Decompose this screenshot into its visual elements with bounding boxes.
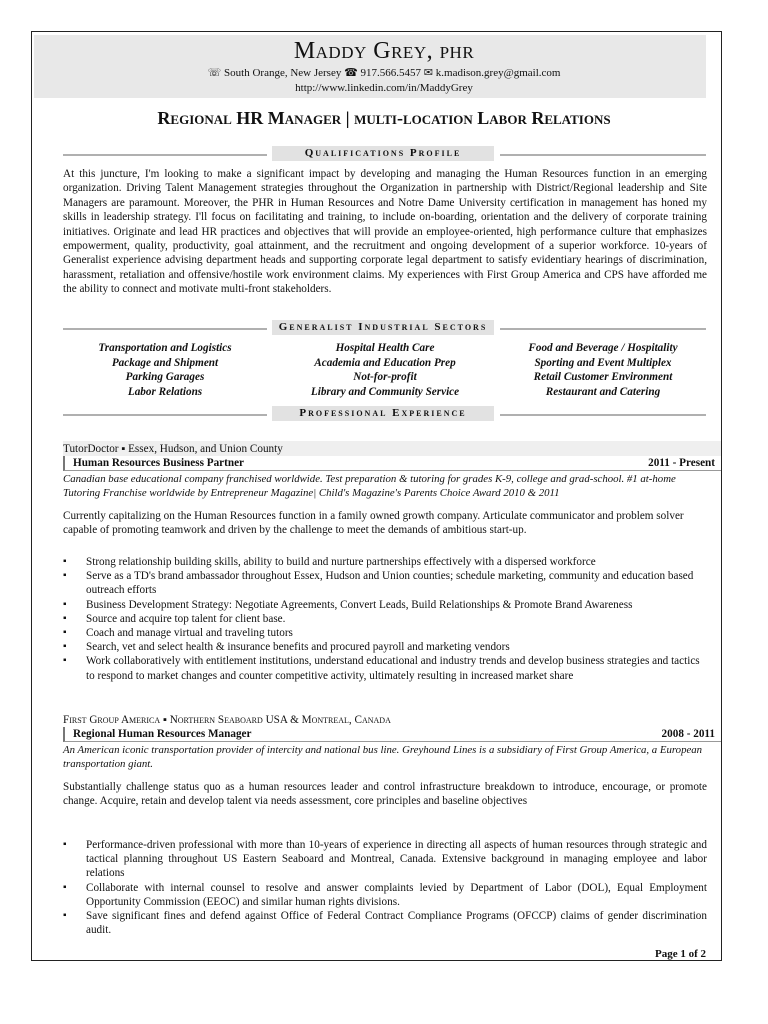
sector-item: Academia and Education Prep (314, 356, 456, 369)
job-title: Regional Human Resources Manager (73, 728, 252, 740)
job-title: Human Resources Business Partner (73, 457, 245, 469)
section-rule-right (500, 154, 706, 156)
list-item: ▪ Strong relationship building skills, ability to build and nurture partnerships effectively with a dispersed workforce (63, 555, 707, 569)
company-description: Canadian base educational company franchised worldwide. Test preparation & tutoring for grades K-9, college and grad-school. #1 at-home Tutoring Franchise worldwide by Entrepreneur Magazine| Child's Magazine's Parents Choice Award 2010 & 2011 (63, 473, 676, 499)
resume-headline: Regional HR Manager | multi-location Labor Relations (157, 108, 611, 128)
profile-paragraph: At this juncture, I'm looking to make a significant impact by developing and managing the Human Resources function in an emerging organization. Driving Talent Management strategies throughout the Organization in partnership with District/Regional leadership and Site Managers are paramount. Moreover, the PHR in Human Resources and Notre Dame University certification in management has honed my skills in leadership strategy. I'll focus on facilitating and training, to include on-boarding, orientation and the delivery of corporate training initiatives. Originate and lead HR practices and objectives that will provide an employee-oriented, high performance culture that emphasizes empowerment, quality, productivity, goal attainment, and the recruitment and ongoing development of a superior workforce. 10-years of Generalist experience advising department heads and supporting corporate legal department to satisfy evidentiary hearings of discrimination, harassment, retaliation and offensive/hostile work environment claims. My experiences with First Group America and CPS have afforded me the ability to connect and motivate multi-front stakeholders. (63, 168, 707, 296)
sector-item: Not-for-profit (353, 371, 417, 383)
section-title-qualifications: Qualifications Profile (272, 146, 494, 161)
list-item: ▪ Serve as a TD's brand ambassador throughout Essex, Hudson and Union counties; schedule marketing, community and education based outreach efforts (63, 569, 707, 597)
sector-item: Restaurant and Catering (545, 385, 661, 398)
section-title-sectors: Generalist Industrial Sectors (272, 320, 494, 335)
company-description: An American iconic transportation provider of intercity and national bus line. Greyhound Lines is a subsidiary of First Group America, a European transportation giant. (63, 744, 703, 770)
section-rule-left (63, 328, 267, 330)
linkedin-link[interactable]: http://www.linkedin.com/in/MaddyGrey (295, 82, 473, 94)
list-item: ▪ Coach and manage virtual and traveling tutors (63, 626, 707, 640)
role-summary: Substantially challenge status quo as a human resources leader and control infrastructure breakdown to introduce, encourage, or promote change. Acquire, retain and develop talent via needs assessment, core principles and baseline objectives (63, 781, 707, 808)
sector-item: Hospital Health Care (335, 342, 435, 354)
sector-item: Parking Garages (125, 371, 205, 383)
sector-item: Retail Customer Environment (533, 371, 673, 383)
sector-item: Food and Beverage / Hospitality (528, 342, 678, 354)
page-number: Page 1 of 2 (654, 948, 706, 960)
sector-item: Sporting and Event Multiplex (534, 356, 672, 369)
contact-line: ☏ South Orange, New Jersey ☎ 917.566.5457 ✉ k.madison.grey@gmail.com (207, 67, 561, 79)
job-employer: TutorDoctor ▪ Essex, Hudson, and Union County (63, 443, 283, 455)
job-title-row (63, 727, 721, 742)
responsibility-list (63, 838, 707, 937)
list-item: ▪ Search, vet and select health & insurance benefits and procured payroll and marketing vendors (63, 640, 707, 654)
responsibility-list (63, 555, 707, 683)
list-item: ▪ Save significant fines and defend against Office of Federal Contract Compliance Programs (OFCCP) claims of gender discrimination audit. (63, 909, 707, 937)
sector-column-3 (498, 341, 708, 399)
section-rule-right (500, 328, 706, 330)
sector-item: Transportation and Logistics (98, 342, 232, 354)
job-employer: First Group America ▪ Northern Seaboard USA & Montreal, Canada (63, 714, 391, 726)
sector-column-1 (60, 341, 270, 399)
section-rule-right (500, 414, 706, 416)
list-item: ▪ Work collaboratively with entitlement institutions, understand educational and industry trends and develop business strategies and tactics to respond to market changes and counter competitive activity, ultimately resulting in increased market share (63, 654, 707, 682)
section-rule-left (63, 154, 267, 156)
list-item: ▪ Collaborate with internal counsel to resolve and answer complaints levied by Department of Labor (DOL), Equal Employment Opportunity Commission (EEOC) and similar human rights divisions. (63, 881, 707, 909)
list-item: ▪ Performance-driven professional with more than 10-years of experience in directing all aspects of human resources through strategic and tactical planning throughout US Eastern Seaboard and Montreal, Canada. Extensive background in managing employee and labor relations (63, 838, 707, 881)
list-item: ▪ Business Development Strategy: Negotiate Agreements, Convert Leads, Build Relationships & Promote Brand Awareness (63, 598, 707, 612)
section-title-experience: Professional Experience (272, 406, 494, 421)
candidate-name: Maddy Grey, PHR (293, 38, 475, 64)
credential: PHR (439, 43, 475, 62)
job-dates: 2008 - 2011 (661, 728, 715, 740)
list-item: ▪ Source and acquire top talent for client base. (63, 612, 707, 626)
sector-column-2 (280, 341, 490, 399)
sector-item: Labor Relations (127, 385, 203, 398)
sector-item: Package and Shipment (111, 356, 219, 369)
job-title-row (63, 456, 721, 471)
role-summary: Currently capitalizing on the Human Resources function in a family owned growth company. Articulate communicator and problem solver capable of promoting teamwork and driven by the challenge to meet the demands of ambitious start-up. (63, 510, 684, 537)
section-rule-left (63, 414, 267, 416)
sector-item: Library and Community Service (310, 385, 460, 398)
job-dates: 2011 - Present (648, 457, 715, 469)
